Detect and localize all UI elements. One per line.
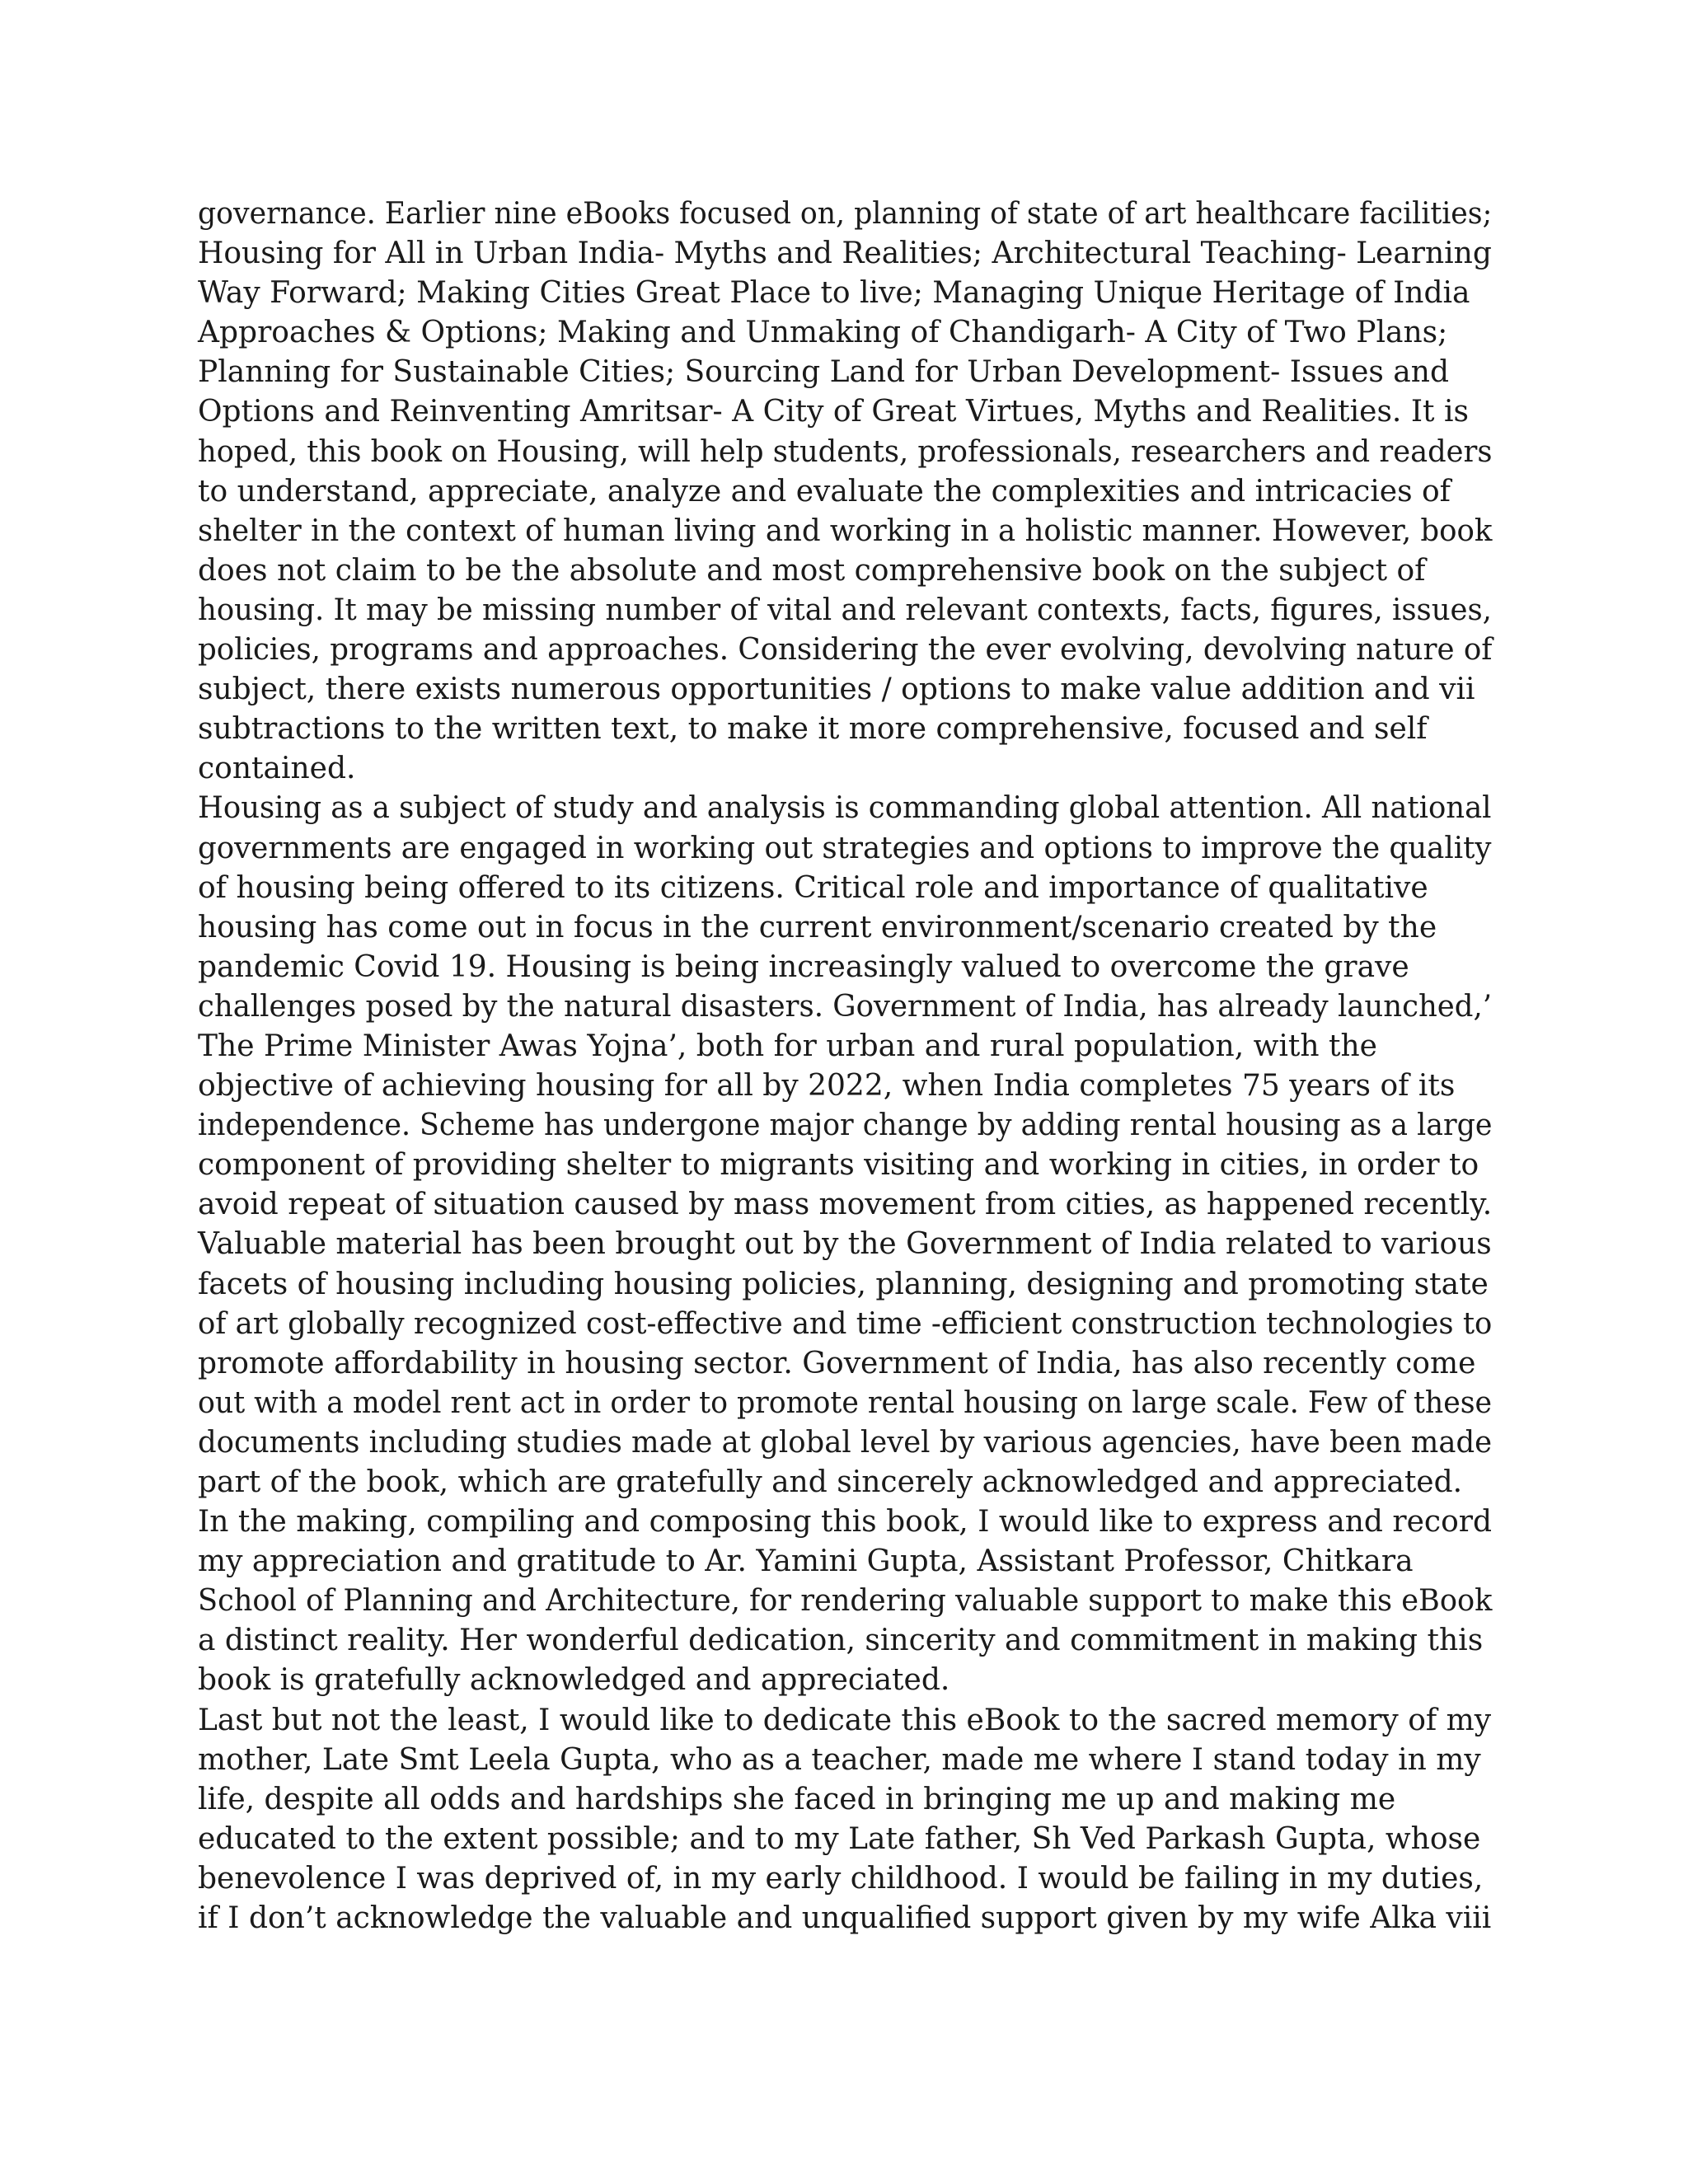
- text-line: shelter in the context of human living and working in a holistic manner. However, book: [198, 513, 1493, 548]
- text-line: subtractions to the written text, to make it more comprehensive, focused and self: [198, 712, 1428, 747]
- text-line: independence. Scheme has undergone major change by adding rental housing as a large: [198, 1108, 1493, 1143]
- text-line: benevolence I was deprived of, in my early childhood. I would be failing in my duties,: [198, 1861, 1484, 1896]
- text-line: governments are engaged in working out strategies and options to improve the quality: [198, 831, 1492, 865]
- text-line: Last but not the least, I would like to dedicate this eBook to the sacred memory of my: [198, 1703, 1492, 1737]
- text-line: to understand, appreciate, analyze and evaluate the complexities and intricacies of: [198, 474, 1451, 509]
- text-line: out with a model rent act in order to promote rental housing on large scale. Few of these: [198, 1385, 1493, 1420]
- text-line: if I don’t acknowledge the valuable and unqualified support given by my wife Alka viii: [198, 1901, 1492, 1936]
- text-line: component of providing shelter to migrants visiting and working in cities, in order to: [198, 1148, 1479, 1183]
- text-line: Housing as a subject of study and analysis is commanding global attention. All national: [198, 791, 1492, 826]
- text-line: Options and Reinventing Amritsar- A City of Great Virtues, Myths and Realities. It is: [198, 395, 1469, 429]
- text-line: housing. It may be missing number of vital and relevant contexts, facts, figures, issues,: [198, 593, 1492, 627]
- text-line: [198, 1938, 1492, 1978]
- text-line: Approaches & Options; Making and Unmaking of Chandigarh- A City of Two Plans;: [198, 316, 1448, 350]
- text-line: Planning for Sustainable Cities; Sourcing Land for Urban Development- Issues and: [198, 355, 1449, 390]
- text-line: educated to the extent possible; and to my Late father, Sh Ved Parkash Gupta, whose: [198, 1821, 1481, 1856]
- text-line: my appreciation and gratitude to Ar. Yamini Gupta, Assistant Professor, Chitkara: [198, 1544, 1414, 1579]
- text-line: mother, Late Smt Leela Gupta, who as a teacher, made me where I stand today in my: [198, 1742, 1481, 1777]
- text-line: governance. Earlier nine eBooks focused on, planning of state of art healthcare facilities;: [198, 197, 1493, 231]
- body-text: [198, 194, 1492, 1978]
- text-line: In the making, compiling and composing this book, I would like to express and record: [198, 1505, 1493, 1540]
- text-line: challenges posed by the natural disasters. Government of India, has already launched,’: [198, 989, 1493, 1024]
- text-line: facets of housing including housing policies, planning, designing and promoting state: [198, 1267, 1489, 1301]
- text-line: policies, programs and approaches. Considering the ever evolving, devolving nature of: [198, 633, 1493, 668]
- text-line: housing has come out in focus in the current environment/scenario created by the: [198, 910, 1437, 944]
- text-line: promote affordability in housing sector. Government of India, has also recently come: [198, 1346, 1476, 1380]
- text-line: avoid repeat of situation caused by mass movement from cities, as happened recently.: [198, 1188, 1493, 1222]
- text-line: documents including studies made at global level by various agencies, have been made: [198, 1425, 1493, 1460]
- text-line: part of the book, which are gratefully and sincerely acknowledged and appreciated.: [198, 1465, 1463, 1499]
- text-line: hoped, this book on Housing, will help students, professionals, researchers and readers: [198, 434, 1493, 469]
- text-line: Way Forward; Making Cities Great Place to live; Managing Unique Heritage of India: [198, 276, 1470, 311]
- text-line: of art globally recognized cost-effective and time -efficient construction technologies to: [198, 1306, 1493, 1341]
- text-line: does not claim to be the absolute and most comprehensive book on the subject of: [198, 553, 1426, 588]
- text-line: life, despite all odds and hardships she faced in bringing me up and making me: [198, 1782, 1396, 1816]
- text-line: subject, there exists numerous opportunities / options to make value addition and vii: [198, 673, 1475, 707]
- text-line: pandemic Covid 19. Housing is being increasingly valued to overcome the grave: [198, 949, 1409, 984]
- text-line: The Prime Minister Awas Yojna’, both for urban and rural population, with the: [198, 1029, 1377, 1063]
- text-line: contained.: [198, 752, 356, 786]
- text-line: School of Planning and Architecture, for rendering valuable support to make this eBook: [198, 1584, 1493, 1619]
- text-line: a distinct reality. Her wonderful dedication, sincerity and commitment in making this: [198, 1624, 1484, 1658]
- text-line: of housing being offered to its citizens. Critical role and importance of qualitative: [198, 870, 1428, 905]
- text-line: Valuable material has been brought out by the Government of India related to various: [198, 1227, 1492, 1262]
- text-line: Housing for All in Urban India- Myths and Realities; Architectural Teaching- Learning: [198, 237, 1492, 271]
- text-line: objective of achieving housing for all by 2022, when India completes 75 years of its: [198, 1069, 1456, 1104]
- text-line: book is gratefully acknowledged and appreciated.: [198, 1663, 950, 1698]
